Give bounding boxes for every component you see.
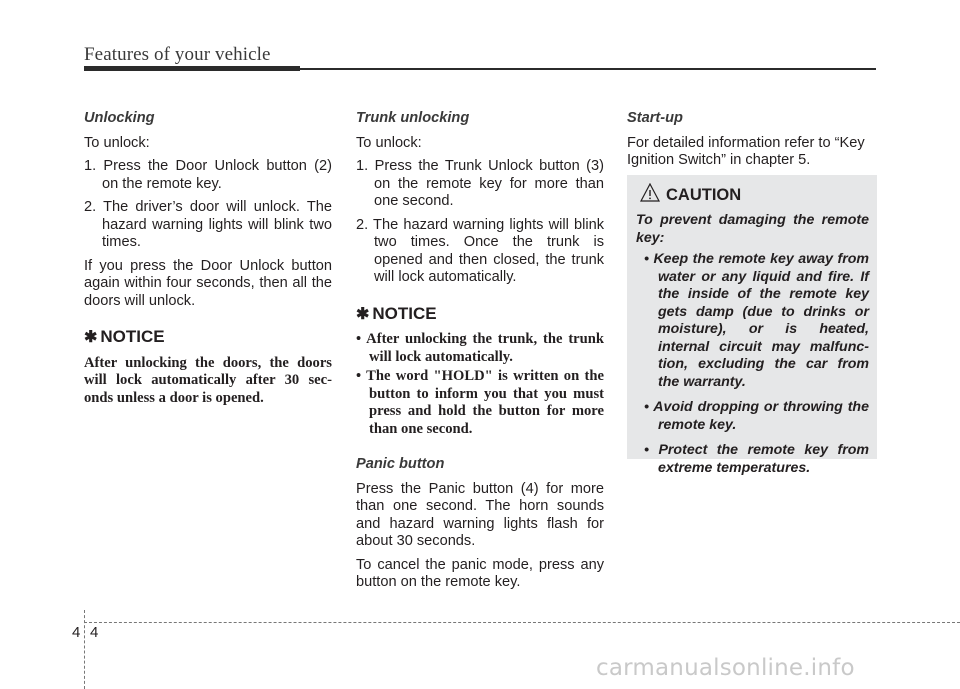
column-3: [627, 110, 877, 176]
caution-intro: To prevent damaging the remote key:: [636, 212, 869, 246]
notice-label: NOTICE: [372, 303, 437, 323]
footer-divider: [84, 610, 85, 689]
notice-label: NOTICE: [100, 327, 165, 346]
section-heading-trunk-unlocking: Trunk unlocking: [356, 110, 470, 126]
caution-item-2: • Avoid dropping or throwing the remote key.: [644, 399, 869, 433]
chapter-number: 4: [72, 624, 81, 641]
unlock-step-2: 2. The driver’s door will unlock. The hazard warning lights will blink two times.: [84, 199, 332, 250]
warning-triangle-icon: [640, 183, 666, 207]
header-rule-thin: [300, 68, 876, 70]
watermark: carmanualsonline.info: [596, 655, 855, 681]
notice-bullet-2: • The word "HOLD" is written on the button to inform you that you must press and hold the button for more than one second.: [356, 368, 604, 437]
page-number: 4: [90, 624, 99, 641]
notice-star-icon: ✱: [356, 305, 370, 323]
header-rule-thick: [84, 66, 300, 71]
startup-paragraph: For detailed information refer to “Key Ignition Switch” in chapter 5.: [627, 134, 865, 168]
caution-label: CAUTION: [666, 185, 742, 204]
section-heading-panic-button: Panic button: [356, 456, 445, 472]
trunk-intro: To unlock:: [356, 134, 422, 151]
notice-bullet-1: • After unlocking the trunk, the trunk will lock automatically.: [356, 331, 604, 365]
trunk-step-1: 1. Press the Trunk Unlock button (3) on the remote key for more than one second.: [356, 158, 604, 209]
panic-paragraph-1: Press the Panic button (4) for more than one second. The horn sounds and hazard warning lights flash for about 30 seconds.: [356, 480, 604, 549]
notice-heading: [84, 328, 332, 347]
notice-star-icon: ✱: [84, 329, 98, 346]
trunk-step-2: 2. The hazard warning lights will blink two times. Once the trunk is opened and then closed, the trunk will lock automatically.: [356, 216, 604, 285]
footer-rule: [84, 622, 960, 623]
column-1: [84, 110, 332, 407]
section-heading-unlocking: Unlocking: [84, 110, 155, 126]
unlock-intro: To unlock:: [84, 134, 150, 151]
page-header-title: Features of your vehicle: [84, 44, 271, 65]
notice-heading: [356, 305, 604, 324]
panic-paragraph-2: To cancel the panic mode, press any button on the remote key.: [356, 556, 604, 590]
column-2: [356, 110, 604, 598]
notice-text: After unlocking the doors, the doors will lock automatically after 30 sec-onds unless a door is opened.: [84, 354, 332, 406]
caution-item-3: • Protect the remote key from extreme temperatures.: [644, 442, 869, 476]
unlock-paragraph: If you press the Door Unlock button again within four seconds, then all the doors will unlock.: [84, 257, 332, 309]
caution-item-1: • Keep the remote key away from water or any liquid and fire. If the inside of the remote key gets damp (due to drinks or moisture), or is heated, internal circuit may malfunc-tion, excluding the car from the warranty.: [644, 251, 869, 390]
caution-box: [627, 175, 877, 476]
unlock-step-1: 1. Press the Door Unlock button (2) on the remote key.: [84, 158, 332, 192]
caution-heading: [640, 183, 869, 207]
section-heading-start-up: Start-up: [627, 110, 683, 126]
